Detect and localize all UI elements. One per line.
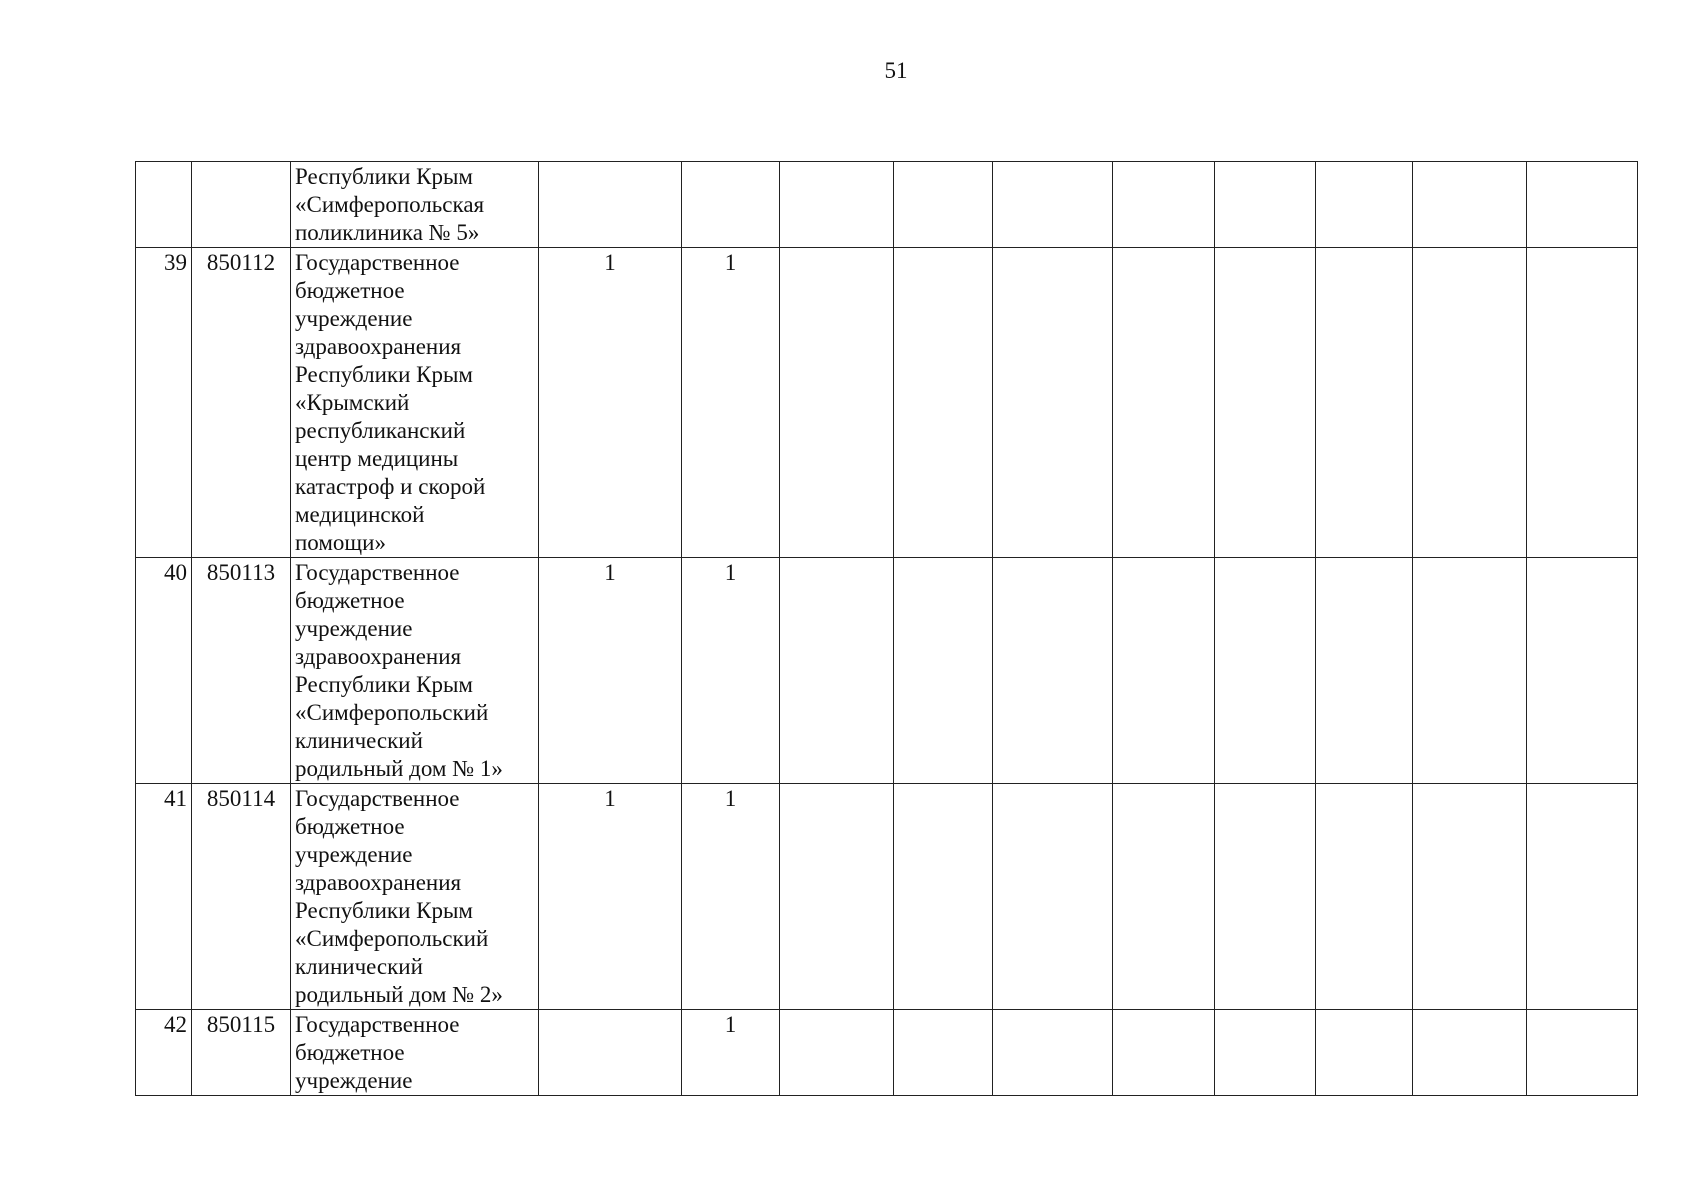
empty-cell — [1413, 162, 1527, 248]
institution-name-line: поликлиника № 5» — [295, 220, 480, 245]
empty-cell — [1527, 248, 1638, 558]
empty-cell — [780, 248, 894, 558]
empty-cell — [1215, 1010, 1316, 1096]
empty-cell — [1316, 784, 1413, 1010]
empty-cell — [894, 784, 993, 1010]
institution-name-line: Государственное — [295, 560, 460, 585]
code-cell: 850115 — [192, 1010, 291, 1096]
empty-cell — [1113, 1010, 1215, 1096]
value-cell-2: 1 — [682, 558, 780, 784]
institution-name-line: учреждение — [295, 616, 413, 641]
empty-cell — [1527, 784, 1638, 1010]
institution-name-line: бюджетное — [295, 588, 405, 613]
institution-name-line: родильный дом № 2» — [295, 982, 503, 1007]
empty-cell — [780, 162, 894, 248]
institution-name-line: Республики Крым — [295, 164, 473, 189]
institution-name-line: учреждение — [295, 306, 413, 331]
empty-cell — [780, 1010, 894, 1096]
institution-name-cell — [291, 1010, 539, 1096]
empty-cell — [894, 558, 993, 784]
table-row — [136, 784, 1638, 1010]
row-number-cell — [136, 162, 192, 248]
value-cell-2 — [682, 162, 780, 248]
institution-name-line: учреждение — [295, 842, 413, 867]
code-cell — [192, 162, 291, 248]
institution-name-line: здравоохранения — [295, 644, 462, 669]
row-number-cell: 41 — [136, 784, 192, 1010]
empty-cell — [993, 558, 1113, 784]
institution-name-line: республиканский — [295, 418, 466, 443]
empty-cell — [1413, 784, 1527, 1010]
row-number-cell: 39 — [136, 248, 192, 558]
empty-cell — [1527, 558, 1638, 784]
institution-name-line: медицинской — [295, 502, 425, 527]
empty-cell — [1316, 248, 1413, 558]
institution-name-line: Государственное — [295, 250, 460, 275]
institution-name-line: Республики Крым — [295, 898, 473, 923]
value-cell-1: 1 — [539, 784, 682, 1010]
code-cell: 850113 — [192, 558, 291, 784]
institution-name-cell — [291, 558, 539, 784]
value-cell-2: 1 — [682, 784, 780, 1010]
empty-cell — [1316, 1010, 1413, 1096]
row-number-cell: 40 — [136, 558, 192, 784]
row-number-cell: 42 — [136, 1010, 192, 1096]
empty-cell — [894, 1010, 993, 1096]
institution-name-line: бюджетное — [295, 278, 405, 303]
value-cell-1 — [539, 1010, 682, 1096]
institution-name-line: помощи» — [295, 530, 386, 555]
empty-cell — [1527, 1010, 1638, 1096]
institution-name-cell — [291, 784, 539, 1010]
empty-cell — [1113, 248, 1215, 558]
institution-name-line: клинический — [295, 728, 423, 753]
empty-cell — [1413, 248, 1527, 558]
empty-cell — [1215, 248, 1316, 558]
value-cell-1 — [539, 162, 682, 248]
institution-name-line: здравоохранения — [295, 870, 462, 895]
empty-cell — [780, 784, 894, 1010]
institution-name-line: клинический — [295, 954, 423, 979]
table-row — [136, 558, 1638, 784]
empty-cell — [1215, 784, 1316, 1010]
empty-cell — [993, 248, 1113, 558]
institution-name-line: Государственное — [295, 1012, 460, 1037]
table-body — [136, 162, 1638, 1096]
institution-name-line: «Симферопольский — [295, 926, 489, 951]
institution-name-line: «Симферопольский — [295, 700, 489, 725]
empty-cell — [1413, 558, 1527, 784]
value-cell-2: 1 — [682, 1010, 780, 1096]
institution-name-line: учреждение — [295, 1068, 413, 1093]
institution-name-line: Государственное — [295, 786, 460, 811]
empty-cell — [1215, 558, 1316, 784]
empty-cell — [1316, 558, 1413, 784]
institution-name-line: Республики Крым — [295, 672, 473, 697]
empty-cell — [993, 162, 1113, 248]
empty-cell — [993, 1010, 1113, 1096]
institution-name-line: родильный дом № 1» — [295, 756, 503, 781]
value-cell-1: 1 — [539, 558, 682, 784]
institution-name-line: «Крымский — [295, 390, 410, 415]
empty-cell — [1215, 162, 1316, 248]
institution-name-line: центр медицины — [295, 446, 459, 471]
institution-name-line: бюджетное — [295, 814, 405, 839]
empty-cell — [894, 248, 993, 558]
value-cell-2: 1 — [682, 248, 780, 558]
empty-cell — [1113, 558, 1215, 784]
empty-cell — [780, 558, 894, 784]
empty-cell — [1413, 1010, 1527, 1096]
table-row — [136, 248, 1638, 558]
empty-cell — [1316, 162, 1413, 248]
empty-cell — [993, 784, 1113, 1010]
empty-cell — [1113, 784, 1215, 1010]
code-cell: 850112 — [192, 248, 291, 558]
value-cell-1: 1 — [539, 248, 682, 558]
empty-cell — [894, 162, 993, 248]
institution-name-cell — [291, 162, 539, 248]
institution-name-line: здравоохранения — [295, 334, 462, 359]
table-row — [136, 1010, 1638, 1096]
page-number: 51 — [884, 58, 908, 83]
institution-name-line: Республики Крым — [295, 362, 473, 387]
institution-name-line: бюджетное — [295, 1040, 405, 1065]
institution-name-line: катастроф и скорой — [295, 474, 486, 499]
empty-cell — [1527, 162, 1638, 248]
code-cell: 850114 — [192, 784, 291, 1010]
table-row — [136, 162, 1638, 248]
data-table — [135, 161, 1638, 1096]
institution-name-cell — [291, 248, 539, 558]
institution-name-line: «Симферопольская — [295, 192, 485, 217]
empty-cell — [1113, 162, 1215, 248]
